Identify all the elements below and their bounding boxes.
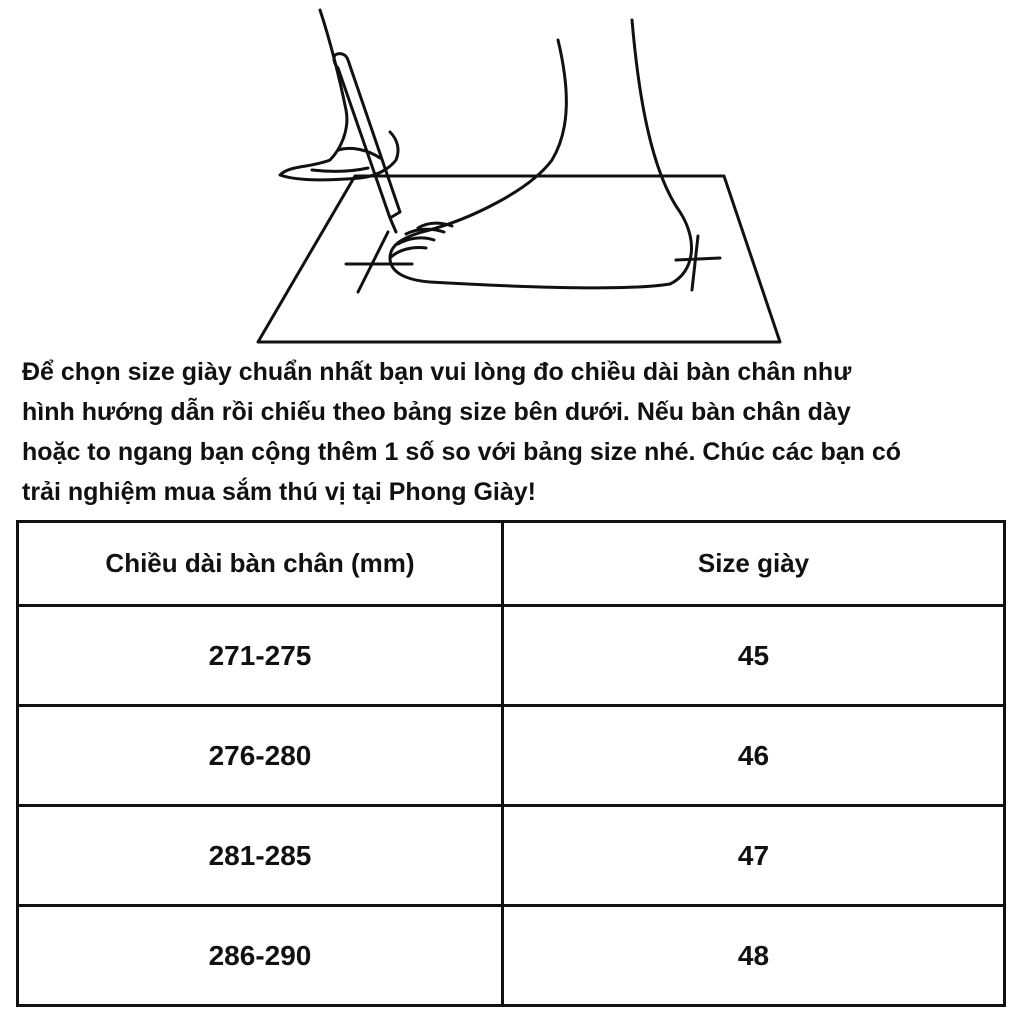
table-row <box>18 806 1005 906</box>
shoe-size-cell: 48 <box>503 906 1005 1006</box>
foot-length-cell: 276-280 <box>18 706 503 806</box>
table-row <box>18 706 1005 806</box>
table-header-row <box>18 522 1005 606</box>
shoe-size-cell: 46 <box>503 706 1005 806</box>
size-table <box>16 520 1006 1007</box>
foot-length-cell: 281-285 <box>18 806 503 906</box>
heel-mark <box>676 258 720 260</box>
instructions-text <box>22 352 1012 512</box>
header-foot-length: Chiều dài bàn chân (mm) <box>18 522 503 606</box>
instructions-line: Để chọn size giày chuẩn nhất bạn vui lòng đo chiều dài bàn chân như <box>22 358 852 386</box>
shoe-size-cell: 47 <box>503 806 1005 906</box>
instructions-line: hình hướng dẫn rồi chiếu theo bảng size bên dưới. Nếu bàn chân dày <box>22 398 851 426</box>
foot-length-cell: 286-290 <box>18 906 503 1006</box>
table-row <box>18 606 1005 706</box>
foot-outline <box>390 20 691 288</box>
foot-measuring-illustration <box>240 0 800 350</box>
header-shoe-size: Size giày <box>503 522 1005 606</box>
instructions-line: trải nghiệm mua sắm thú vị tại Phong Giày! <box>22 478 536 506</box>
shoe-size-cell: 45 <box>503 606 1005 706</box>
foot-length-cell: 271-275 <box>18 606 503 706</box>
instructions-line: hoặc to ngang bạn cộng thêm 1 số so với bảng size nhé. Chúc các bạn có <box>22 438 902 466</box>
table-row <box>18 906 1005 1006</box>
